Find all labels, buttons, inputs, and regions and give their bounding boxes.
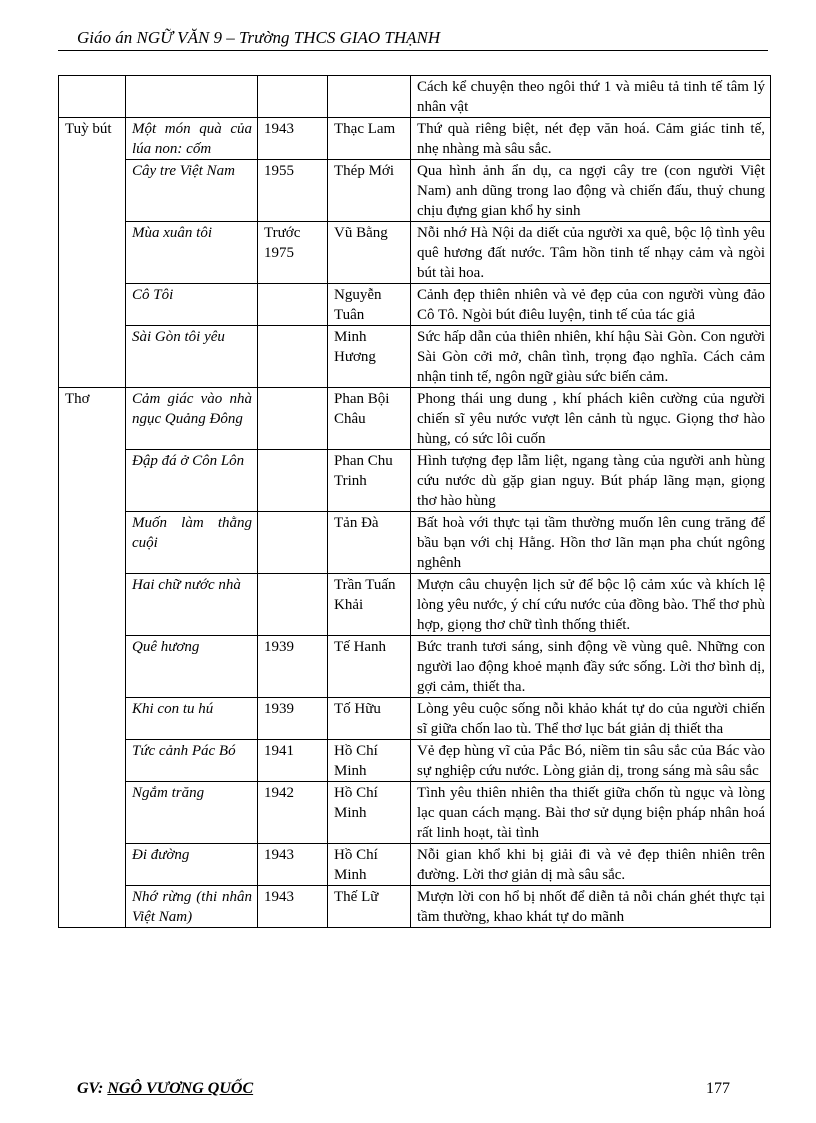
year-cell: 1943 <box>258 886 328 928</box>
table-row <box>59 636 771 698</box>
author-cell: Hồ Chí Minh <box>328 782 411 844</box>
desc-cell: Cảnh đẹp thiên nhiên và vẻ đẹp của con người vùng đảo Cô Tô. Ngòi bút điêu luyện, tinh tế của tác giả <box>411 284 771 326</box>
title-cell: Cảm giác vào nhà ngục Quảng Đông <box>126 388 258 450</box>
desc-cell: Bất hoà với thực tại tầm thường muốn lên cung trăng để bầu bạn với chị Hằng. Hồn thơ lãn mạn pha chút ngông nghênh <box>411 512 771 574</box>
year-cell <box>258 512 328 574</box>
year-cell: 1939 <box>258 698 328 740</box>
author-cell: Thế Lữ <box>328 886 411 928</box>
title-cell: Nhớ rừng (thi nhân Việt Nam) <box>126 886 258 928</box>
author-cell: Minh Hương <box>328 326 411 388</box>
table-row <box>59 844 771 886</box>
year-cell <box>258 284 328 326</box>
genre-cell <box>59 76 126 118</box>
title-cell: Ngắm trăng <box>126 782 258 844</box>
desc-cell: Cách kể chuyện theo ngôi thứ 1 và miêu tả tinh tế tâm lý nhân vật <box>411 76 771 118</box>
author-cell: Phan Bội Châu <box>328 388 411 450</box>
author-cell: Trần Tuấn Khải <box>328 574 411 636</box>
title-cell: Muốn làm thằng cuội <box>126 512 258 574</box>
author-cell: Thép Mới <box>328 160 411 222</box>
author-cell: Tản Đà <box>328 512 411 574</box>
table-row <box>59 326 771 388</box>
title-cell: Một món quà của lúa non: cốm <box>126 118 258 160</box>
year-cell: 1943 <box>258 844 328 886</box>
desc-cell: Nỗi nhớ Hà Nội da diết của người xa quê, bộc lộ tình yêu quê hương đất nước. Tâm hồn tinh tế nhạy cảm và ngòi bút tài hoa. <box>411 222 771 284</box>
teacher-credit <box>77 1080 253 1098</box>
desc-cell: Nỗi gian khổ khi bị giải đi và vẻ đẹp thiên nhiên trên đường. Lời thơ giản dị mà sâu sắc. <box>411 844 771 886</box>
desc-cell: Mượn lời con hổ bị nhốt để diễn tả nỗi chán ghét thực tại tầm thường, khao khát tự do mãnh <box>411 886 771 928</box>
author-cell: Tố Hữu <box>328 698 411 740</box>
genre-cell: Thơ <box>59 388 126 928</box>
title-cell: Cây tre Việt Nam <box>126 160 258 222</box>
year-cell <box>258 388 328 450</box>
title-cell: Mùa xuân tôi <box>126 222 258 284</box>
author-cell: Phan Chu Trinh <box>328 450 411 512</box>
literature-table <box>58 75 771 928</box>
year-cell: 1939 <box>258 636 328 698</box>
table-row <box>59 160 771 222</box>
table-row <box>59 284 771 326</box>
desc-cell: Vẻ đẹp hùng vĩ của Pắc Bó, niềm tin sâu sắc của Bác vào sự nghiệp cứu nước. Lòng giản dị, trong sáng mà sâu sắc <box>411 740 771 782</box>
year-cell: 1955 <box>258 160 328 222</box>
table-row <box>59 782 771 844</box>
desc-cell: Thứ quà riêng biệt, nét đẹp văn hoá. Cảm giác tinh tế, nhẹ nhàng mà sâu sắc. <box>411 118 771 160</box>
desc-cell: Mượn câu chuyện lịch sử để bộc lộ cảm xúc và khích lệ lòng yêu nước, ý chí cứu nước của đồng bào. Thể thơ phù hợp, giọng thơ chữ tình thống thiết. <box>411 574 771 636</box>
desc-cell: Hình tượng đẹp lẫm liệt, ngang tàng của người anh hùng cứu nước dù gặp gian nguy. Bút pháp lãng mạn, giọng thơ hào hùng <box>411 450 771 512</box>
title-cell: Cô Tôi <box>126 284 258 326</box>
table-row <box>59 388 771 450</box>
title-cell: Khi con tu hú <box>126 698 258 740</box>
title-cell: Tức cảnh Pác Bó <box>126 740 258 782</box>
year-cell: 1942 <box>258 782 328 844</box>
header-divider <box>58 50 768 51</box>
table-row <box>59 76 771 118</box>
year-cell <box>258 574 328 636</box>
author-cell: Vũ Bằng <box>328 222 411 284</box>
desc-cell: Phong thái ung dung , khí phách kiên cường của người chiến sĩ yêu nước vượt lên cảnh tù ngục. Giọng thơ hào hùng, có sức lôi cuốn <box>411 388 771 450</box>
author-cell <box>328 76 411 118</box>
desc-cell: Qua hình ảnh ẩn dụ, ca ngợi cây tre (con người Việt Nam) anh dũng trong lao động và chiến đấu, thuỷ chung chịu đựng gian khổ hy sinh <box>411 160 771 222</box>
year-cell: 1941 <box>258 740 328 782</box>
title-cell: Đi đường <box>126 844 258 886</box>
author-cell: Hồ Chí Minh <box>328 740 411 782</box>
year-cell <box>258 76 328 118</box>
table-row <box>59 450 771 512</box>
teacher-name: NGÔ VƯƠNG QUỐC <box>107 1080 254 1097</box>
title-cell: Hai chữ nước nhà <box>126 574 258 636</box>
author-cell: Tế Hanh <box>328 636 411 698</box>
year-cell: 1943 <box>258 118 328 160</box>
table-row <box>59 698 771 740</box>
table-row <box>59 222 771 284</box>
title-cell: Đập đá ở Côn Lôn <box>126 450 258 512</box>
author-cell: Nguyễn Tuân <box>328 284 411 326</box>
year-cell: Trước 1975 <box>258 222 328 284</box>
teacher-label: GV: <box>77 1080 108 1097</box>
title-cell: Sài Gòn tôi yêu <box>126 326 258 388</box>
title-cell: Quê hương <box>126 636 258 698</box>
desc-cell: Sức hấp dẫn của thiên nhiên, khí hậu Sài Gòn. Con người Sài Gòn cởi mở, chân tình, trọng đạo nghĩa. Cách cảm nhận tinh tế, ngôn ngữ giàu sức biến cảm. <box>411 326 771 388</box>
table-row <box>59 118 771 160</box>
page-header: Giáo án NGỮ VĂN 9 – Trường THCS GIAO THẠNH <box>77 28 441 47</box>
genre-cell: Tuỳ bút <box>59 118 126 388</box>
author-cell: Thạc Lam <box>328 118 411 160</box>
page-number: 177 <box>706 1080 730 1097</box>
title-cell <box>126 76 258 118</box>
year-cell <box>258 450 328 512</box>
table-row <box>59 574 771 636</box>
table-row <box>59 886 771 928</box>
desc-cell: Lòng yêu cuộc sống nỗi khảo khát tự do của người chiến sĩ giữa chốn lao tù. Thể thơ lục bát giản dị thiết tha <box>411 698 771 740</box>
desc-cell: Tình yêu thiên nhiên tha thiết giữa chốn tù ngục và lòng lạc quan cách mạng. Bài thơ sử dụng biện pháp nhân hoá rất linh hoạt, tài tình <box>411 782 771 844</box>
year-cell <box>258 326 328 388</box>
desc-cell: Bức tranh tươi sáng, sinh động về vùng quê. Những con người lao động khoẻ mạnh đầy sức sống. Lời thơ bình dị, gợi cảm, thiết tha. <box>411 636 771 698</box>
table-row <box>59 512 771 574</box>
table-row <box>59 740 771 782</box>
author-cell: Hồ Chí Minh <box>328 844 411 886</box>
